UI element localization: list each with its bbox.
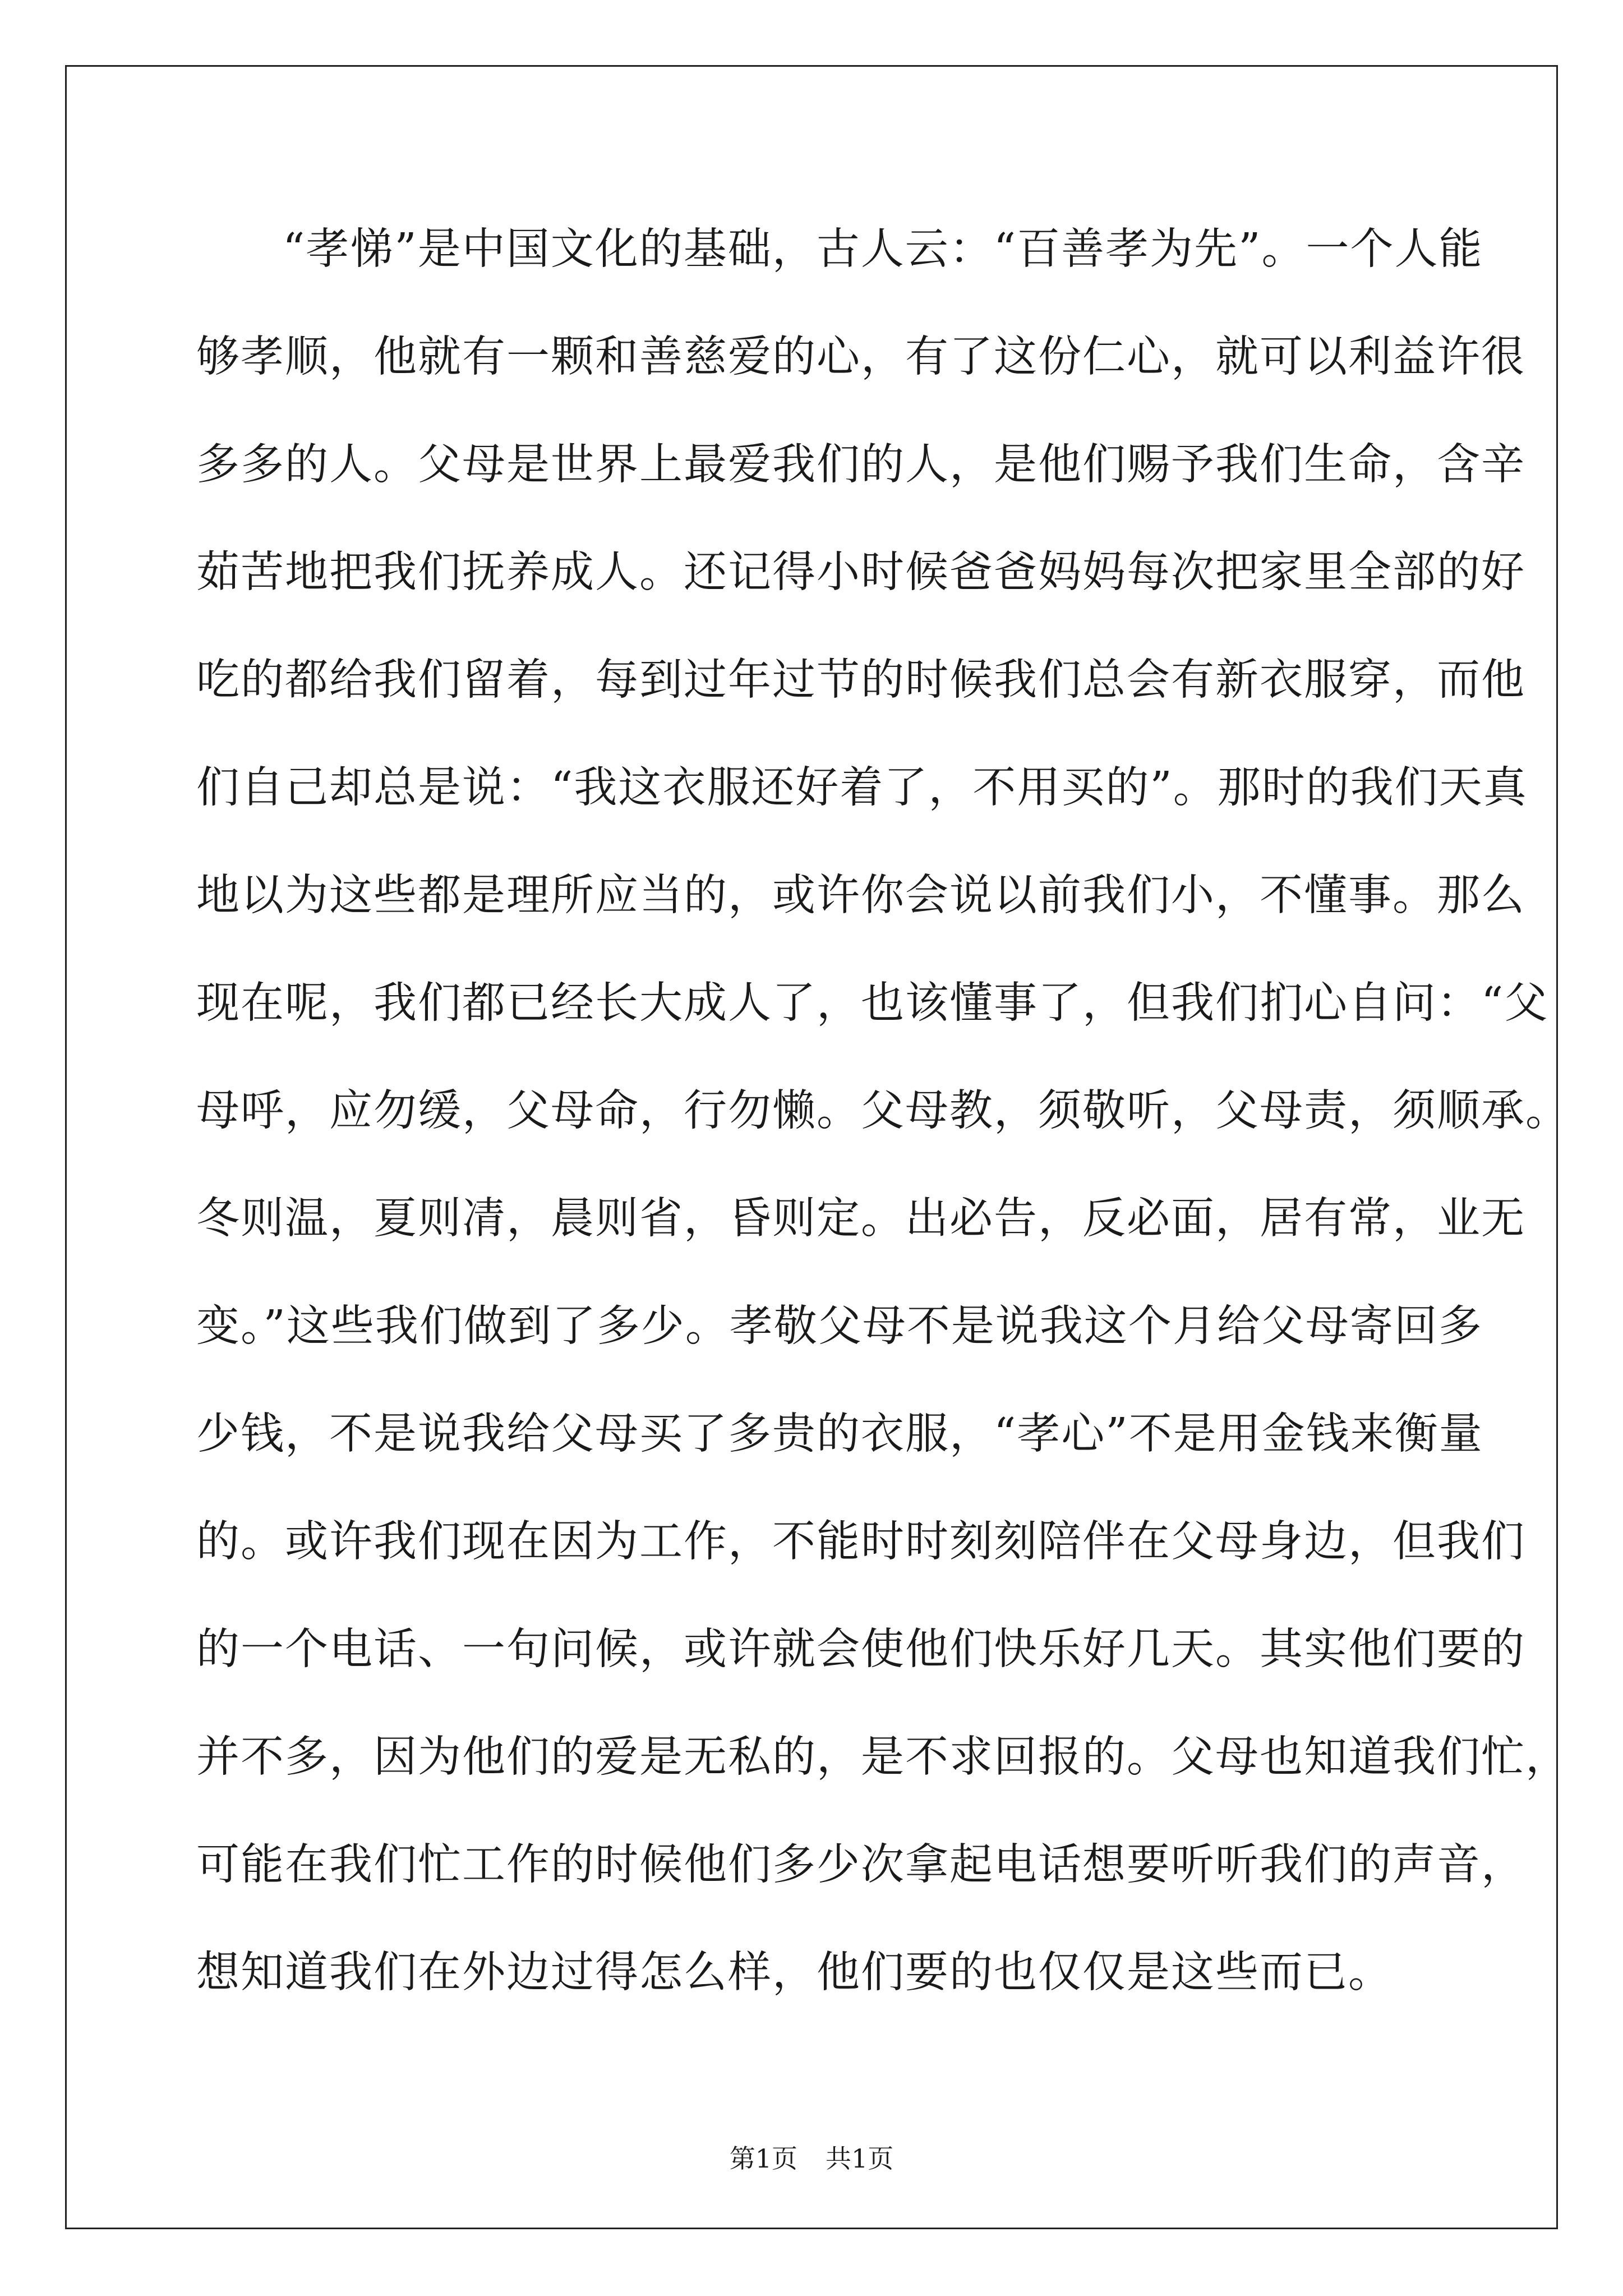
page-footer [0, 2142, 1623, 2175]
paragraph-line: 多多的人。父母是世界上最爱我们的人，是他们赐予我们生命，含辛 [196, 440, 1525, 490]
paragraph-line: “孝悌”是中国文化的基础，古人云：“百善孝为先”。一个人能 [283, 224, 1483, 274]
paragraph-line: 茹苦地把我们抚养成人。还记得小时候爸爸妈妈每次把家里全部的好 [196, 547, 1525, 597]
paragraph-line: 们自己却总是说：“我这衣服还好着了，不用买的”。那时的我们天真 [196, 763, 1528, 813]
paragraph-line: 的一个电话、一句问候，或许就会使他们快乐好几天。其实他们要的 [196, 1625, 1525, 1674]
paragraph-line: 想知道我们在外边过得怎么样，他们要的也仅仅是这些而已。 [196, 1948, 1393, 1998]
paragraph-line: 可能在我们忙工作的时候他们多少次拿起电话想要听听我们的声音， [196, 1840, 1525, 1890]
page-number-total: 共1页 [826, 2143, 894, 2174]
paragraph-line: 吃的都给我们留着，每到过年过节的时候我们总会有新衣服穿，而他 [196, 655, 1525, 705]
paragraph-line: 够孝顺，他就有一颗和善慈爱的心，有了这份仁心，就可以利益许很 [196, 332, 1525, 382]
paragraph-line: 现在呢，我们都已经长大成人了，也该懂事了，但我们扪心自问：“父 [196, 978, 1549, 1028]
paragraph-line: 变。”这些我们做到了多少。孝敬父母不是说我这个月给父母寄回多 [196, 1301, 1483, 1351]
paragraph-line: 母呼，应勿缓，父母命，行勿懒。父母教，须敬听，父母责，须顺承。 [196, 1086, 1570, 1136]
page-number-current: 第1页 [729, 2143, 797, 2174]
body-paragraph [196, 219, 1570, 2050]
paragraph-line: 少钱，不是说我给父母买了多贵的衣服，“孝心”不是用金钱来衡量 [196, 1409, 1483, 1459]
paragraph-line: 并不多，因为他们的爱是无私的，是不求回报的。父母也知道我们忙， [196, 1732, 1570, 1782]
paragraph-line: 冬则温，夏则凊，晨则省，昏则定。出必告，反必面，居有常，业无 [196, 1194, 1525, 1244]
paragraph-line: 地以为这些都是理所应当的，或许你会说以前我们小，不懂事。那么 [196, 871, 1525, 921]
paragraph-line: 的。或许我们现在因为工作，不能时时刻刻陪伴在父母身边，但我们 [196, 1517, 1525, 1567]
